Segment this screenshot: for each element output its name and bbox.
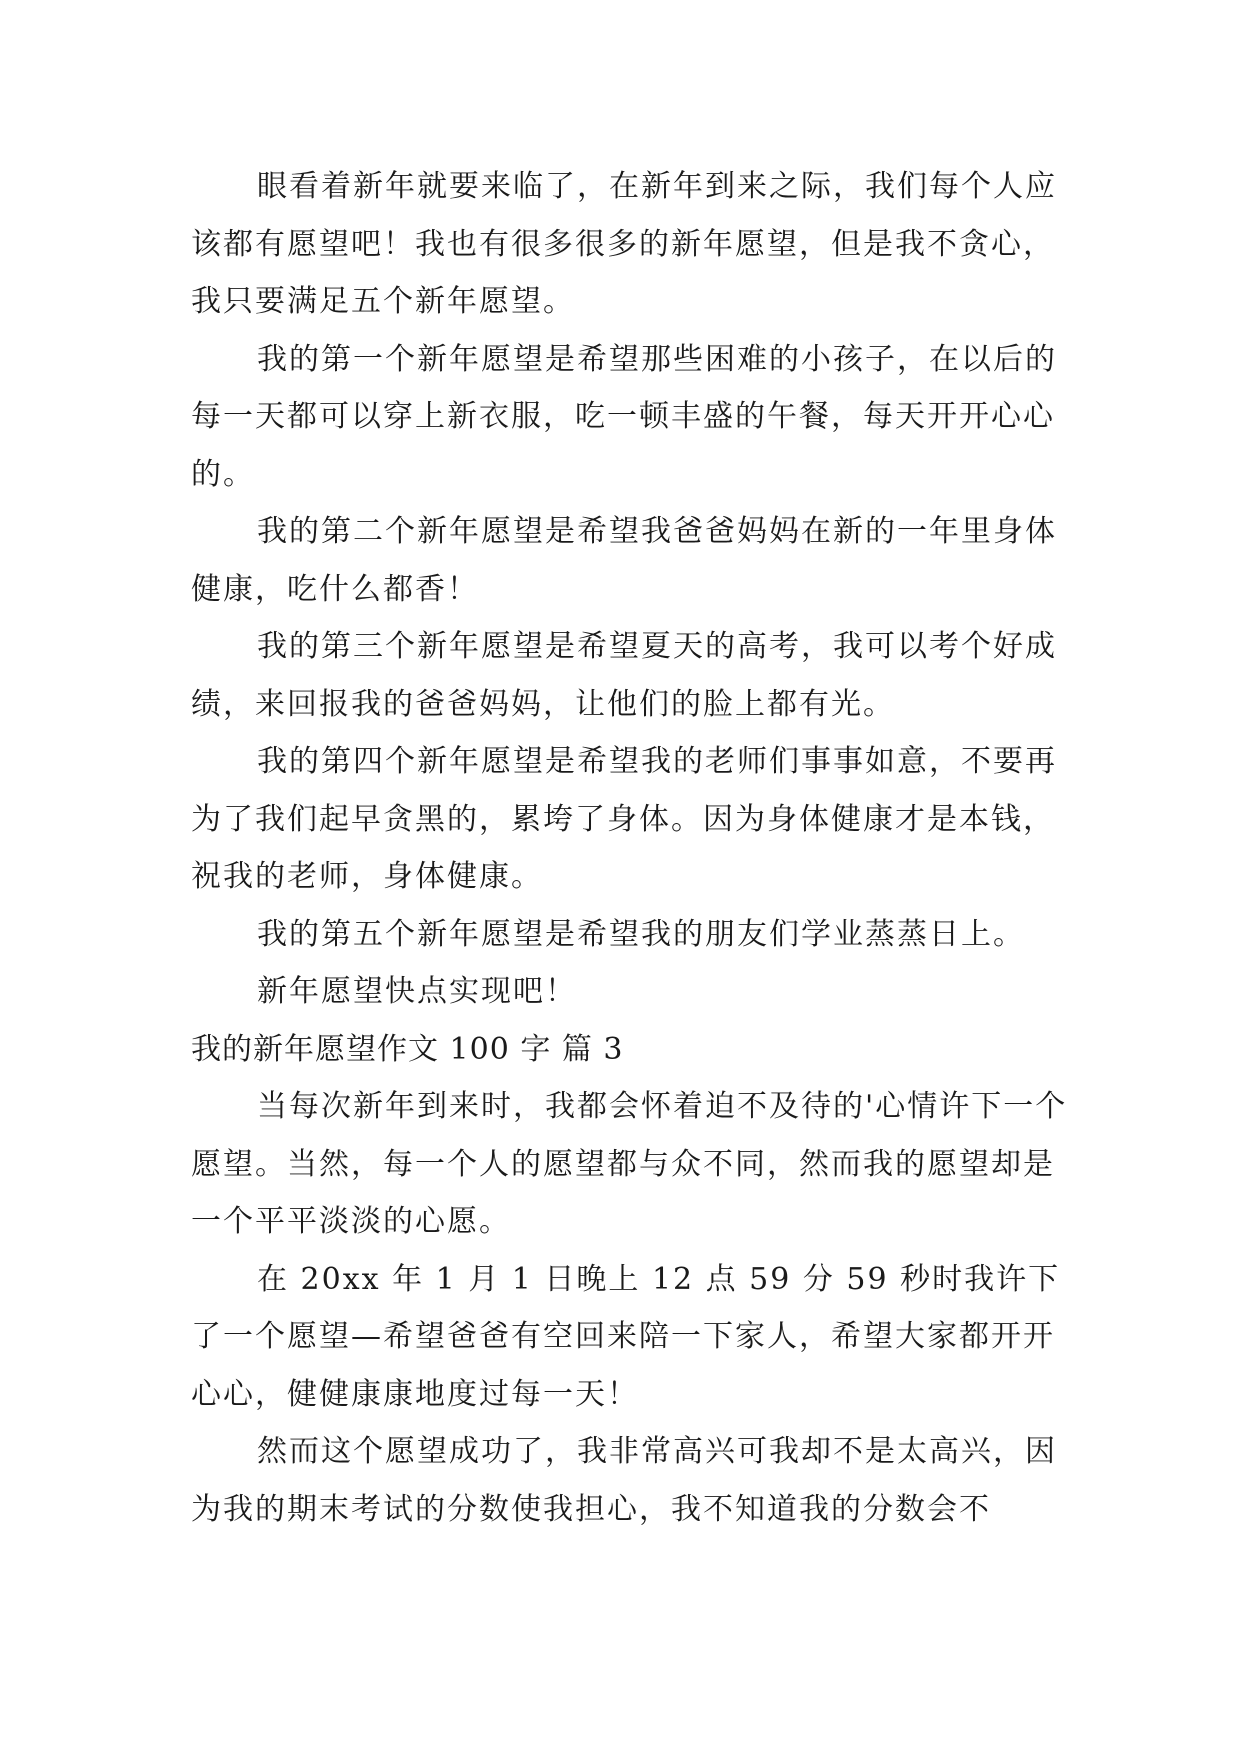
paragraph-essay3-1: 当每次新年到来时，我都会怀着迫不及待的'心情许下一个愿望。当然，每一个人的愿望都与众不同，然而我的愿望却是一个平平淡淡的心愿。 <box>191 1089 1068 1239</box>
paragraph-wish-2: 我的第二个新年愿望是希望我爸爸妈妈在新的一年里身体健康，吃什么都香！ <box>191 514 1057 607</box>
paragraph-essay3-3: 然而这个愿望成功了，我非常高兴可我却不是太高兴，因为我的期末考试的分数使我担心，我不知道我的分数会不 <box>191 1434 1057 1527</box>
paragraph-essay3-2: 在 20xx 年 1 月 1 日晚上 12 点 59 分 59 秒时我许下了一个愿望—希望爸爸有空回来陪一下家人，希望大家都开开心心，健健康康地度过每一天！ <box>191 1261 1061 1412</box>
paragraph-intro: 眼看着新年就要来临了，在新年到来之际，我们每个人应该都有愿望吧！我也有很多很多的新年愿望，但是我不贪心，我只要满足五个新年愿望。 <box>191 169 1057 319</box>
paragraph-wish-4: 我的第四个新年愿望是希望我的老师们事事如意，不要再为了我们起早贪黑的，累垮了身体。因为身体健康才是本钱，祝我的老师，身体健康。 <box>191 744 1057 894</box>
section-heading: 我的新年愿望作文 100 字 篇 3 <box>191 1031 624 1067</box>
paragraph-wish-5: 我的第五个新年愿望是希望我的朋友们学业蒸蒸日上。 <box>257 916 1025 952</box>
paragraph-wish-3: 我的第三个新年愿望是希望夏天的高考，我可以考个好成绩，来回报我的爸爸妈妈，让他们的脸上都有光。 <box>191 629 1057 722</box>
document-body <box>191 158 1071 1538</box>
paragraph-wish-1: 我的第一个新年愿望是希望那些困难的小孩子，在以后的每一天都可以穿上新衣服，吃一顿丰盛的午餐，每天开开心心的。 <box>191 341 1057 492</box>
paragraph-closing: 新年愿望快点实现吧！ <box>257 974 577 1009</box>
